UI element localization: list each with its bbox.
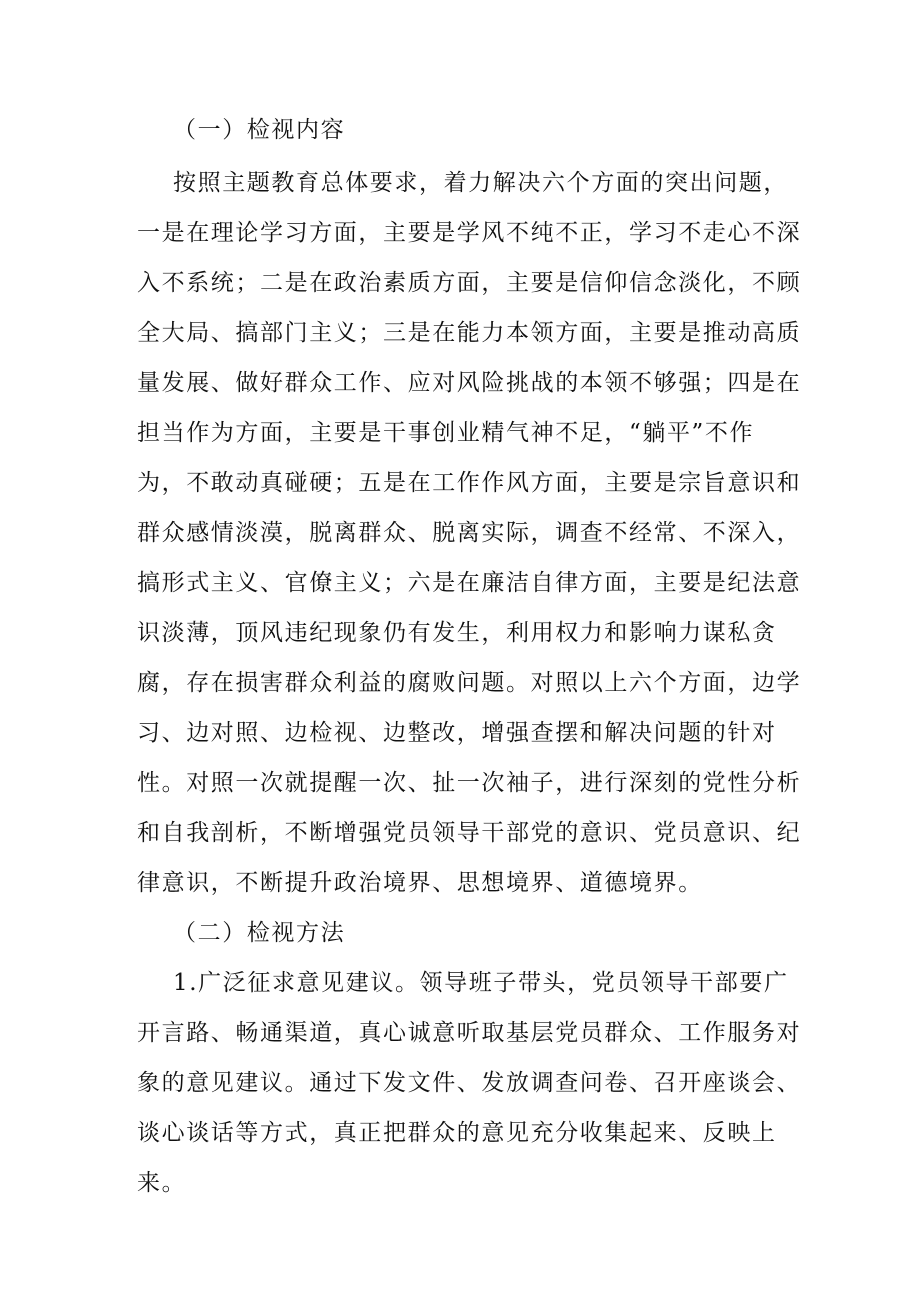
paragraph-line: 来。 (137, 1170, 187, 1196)
paragraph-line: 担当作为方面，主要是干事创业精气神不足，“躺平”不作 (137, 420, 755, 446)
paragraph-line: 识淡薄，顶风违纪现象仍有发生，利用权力和影响力谋私贪 (137, 620, 777, 646)
paragraph-line: 全大局、搞部门主义；三是在能力本领方面，主要是推动高质 (137, 320, 802, 346)
paragraph-line: 一是在理论学习方面，主要是学风不纯不正，学习不走心不深 (137, 220, 802, 246)
section-heading: （一）检视内容 (173, 117, 346, 143)
paragraph-line: 腐，存在损害群众利益的腐败问题。对照以上六个方面，边学 (137, 670, 802, 696)
paragraph-line: 开言路、畅通渠道，真心诚意听取基层党员群众、工作服务对 (137, 1020, 802, 1046)
paragraph-line: 和自我剖析，不断增强党员领导干部党的意识、党员意识、纪 (137, 820, 802, 846)
paragraph-line: 性。对照一次就提醒一次、扯一次袖子，进行深刻的党性分析 (137, 770, 802, 796)
paragraph-line: 律意识，不断提升政治境界、思想境界、道德境界。 (137, 870, 703, 896)
paragraph-line: 入不系统；二是在政治素质方面，主要是信仰信念淡化，不顾 (137, 270, 802, 296)
paragraph-line: 象的意见建议。通过下发文件、发放调查问卷、召开座谈会、 (137, 1070, 802, 1096)
paragraph-line: 量发展、做好群众工作、应对风险挑战的本领不够强；四是在 (137, 370, 802, 396)
paragraph-line: 1.广泛征求意见建议。领导班子带头，党员领导干部要广 (173, 970, 789, 996)
paragraph-line: 搞形式主义、官僚主义；六是在廉洁自律方面，主要是纪法意 (137, 570, 802, 596)
paragraph-line: 谈心谈话等方式，真正把群众的意见充分收集起来、反映上 (137, 1120, 777, 1146)
paragraph-line: 按照主题教育总体要求，着力解决六个方面的突出问题， (173, 170, 788, 196)
paragraph-line: 习、边对照、边检视、边整改，增强查摆和解决问题的针对 (137, 720, 777, 746)
section-heading: （二）检视方法 (173, 920, 346, 946)
paragraph-line: 群众感情淡漠，脱离群众、脱离实际，调查不经常、不深入， (137, 520, 802, 546)
paragraph-line: 为，不敢动真碰硬；五是在工作作风方面，主要是宗旨意识和 (137, 470, 802, 496)
